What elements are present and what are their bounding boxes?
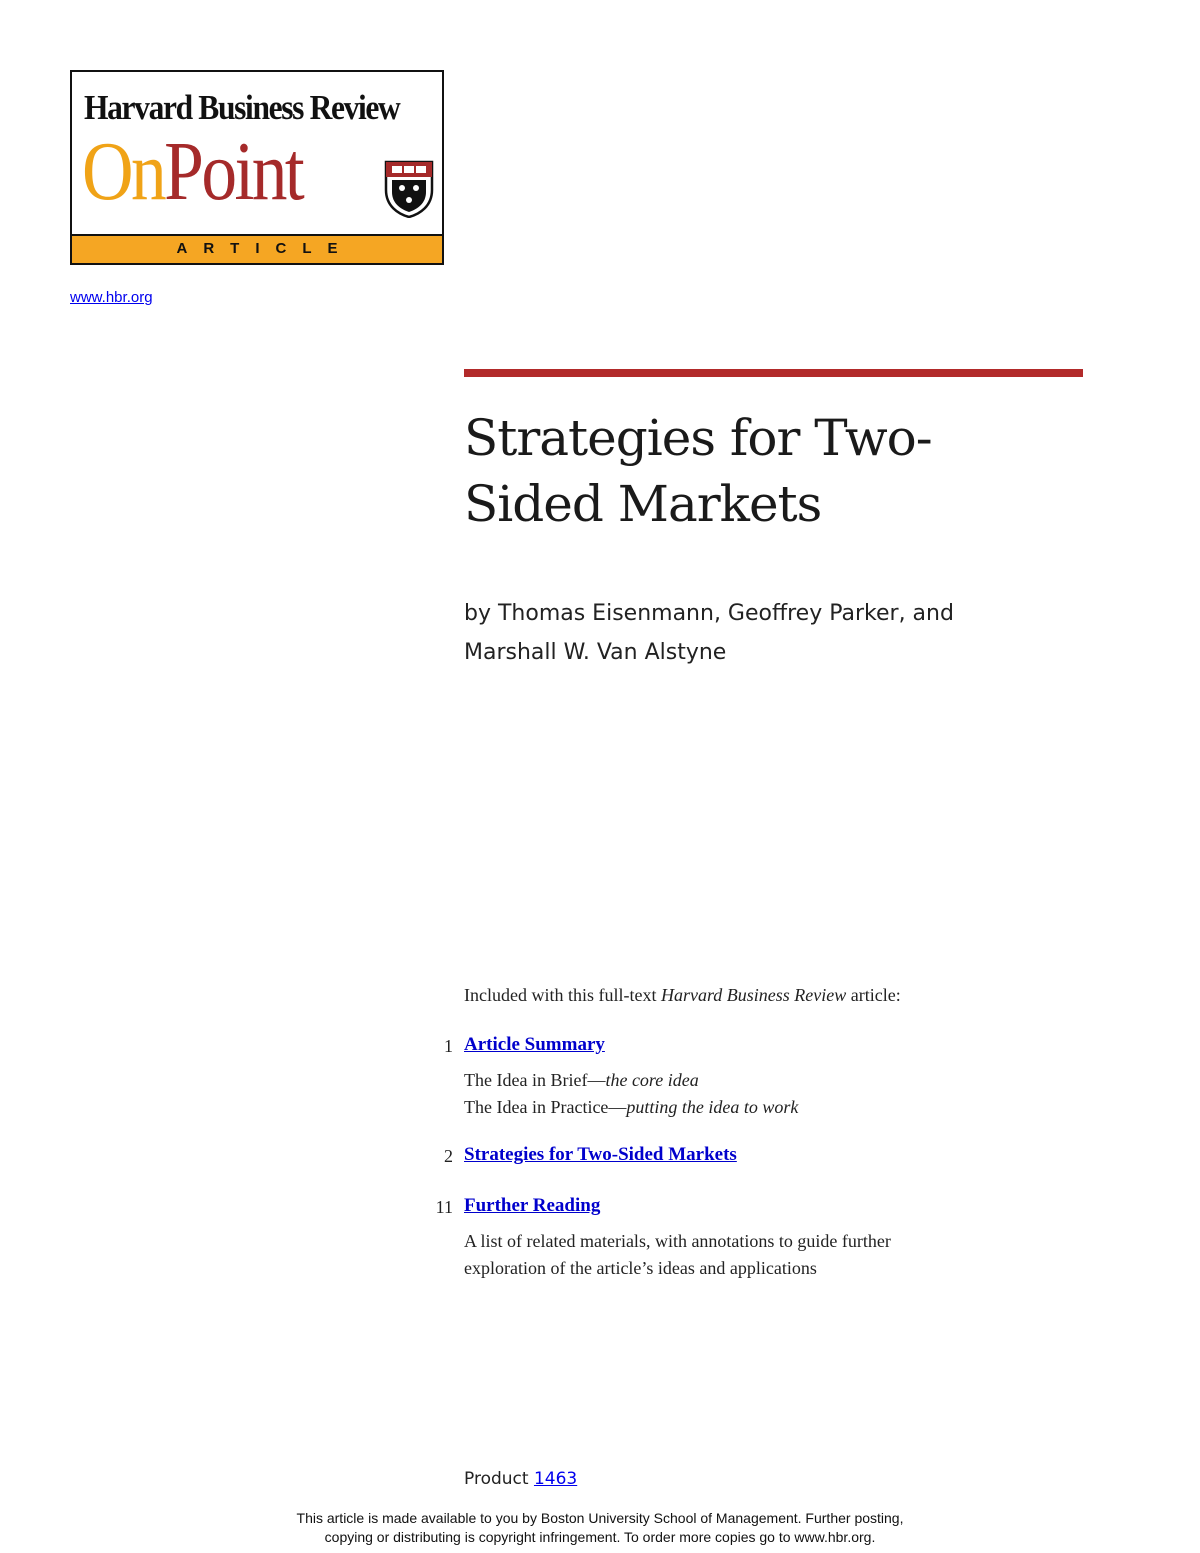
byline	[464, 594, 1084, 672]
footer-line-1: This article is made available to you by Boston University School of Management. Further posting,	[296, 1510, 904, 1526]
product-number	[464, 1469, 577, 1489]
product-link[interactable]: 1463	[533, 1469, 578, 1489]
hbr-onpoint-logo	[70, 70, 444, 265]
logo-masthead: Harvard Business Review	[84, 88, 400, 127]
hbr-site-link[interactable]: www.hbr.org	[70, 289, 153, 306]
toc-description-italic: the core idea	[605, 1070, 699, 1090]
included-prefix: Included with this full-text	[464, 985, 661, 1005]
toc-description-line: exploration of the article’s ideas and applications	[464, 1258, 817, 1278]
title-line-1: Strategies for Two-	[464, 409, 932, 467]
toc-description-italic: putting the idea to work	[626, 1097, 799, 1117]
toc-link-article-summary[interactable]: Article Summary	[464, 1034, 605, 1055]
toc-description	[464, 1228, 891, 1282]
toc-description-text: The Idea in Brief—	[464, 1070, 606, 1090]
footer-line-2: copying or distributing is copyright infringement. To order more copies go to www.hbr.org.	[324, 1529, 876, 1545]
included-note	[464, 985, 901, 1006]
byline-line-2: Marshall W. Van Alstyne	[464, 640, 727, 665]
copyright-footer	[200, 1509, 1000, 1547]
toc-number: 1	[444, 1036, 453, 1056]
toc-number: 2	[444, 1146, 453, 1166]
included-publication: Harvard Business Review	[660, 985, 847, 1005]
toc-description-line	[464, 1067, 798, 1094]
toc-description-line	[464, 1094, 798, 1121]
logo-article-band: ARTICLE	[72, 234, 442, 263]
logo-onpoint	[82, 125, 303, 218]
included-suffix: article:	[846, 985, 901, 1005]
title-rule	[464, 369, 1083, 377]
logo-on: On	[82, 125, 165, 218]
article-title	[464, 405, 1084, 537]
product-label: Product	[464, 1469, 534, 1489]
toc-description	[464, 1067, 798, 1121]
toc-description-line: A list of related materials, with annotations to guide further	[464, 1231, 891, 1251]
byline-line-1: by Thomas Eisenmann, Geoffrey Parker, and	[464, 601, 954, 626]
toc-number: 11	[435, 1197, 453, 1217]
toc-description-text: The Idea in Practice—	[464, 1097, 627, 1117]
logo-point: Point	[164, 125, 303, 218]
harvard-shield-icon	[384, 160, 434, 218]
title-line-2: Sided Markets	[464, 475, 822, 533]
toc-link-further-reading[interactable]: Further Reading	[464, 1195, 601, 1216]
toc-link-strategies[interactable]: Strategies for Two-Sided Markets	[464, 1144, 737, 1165]
